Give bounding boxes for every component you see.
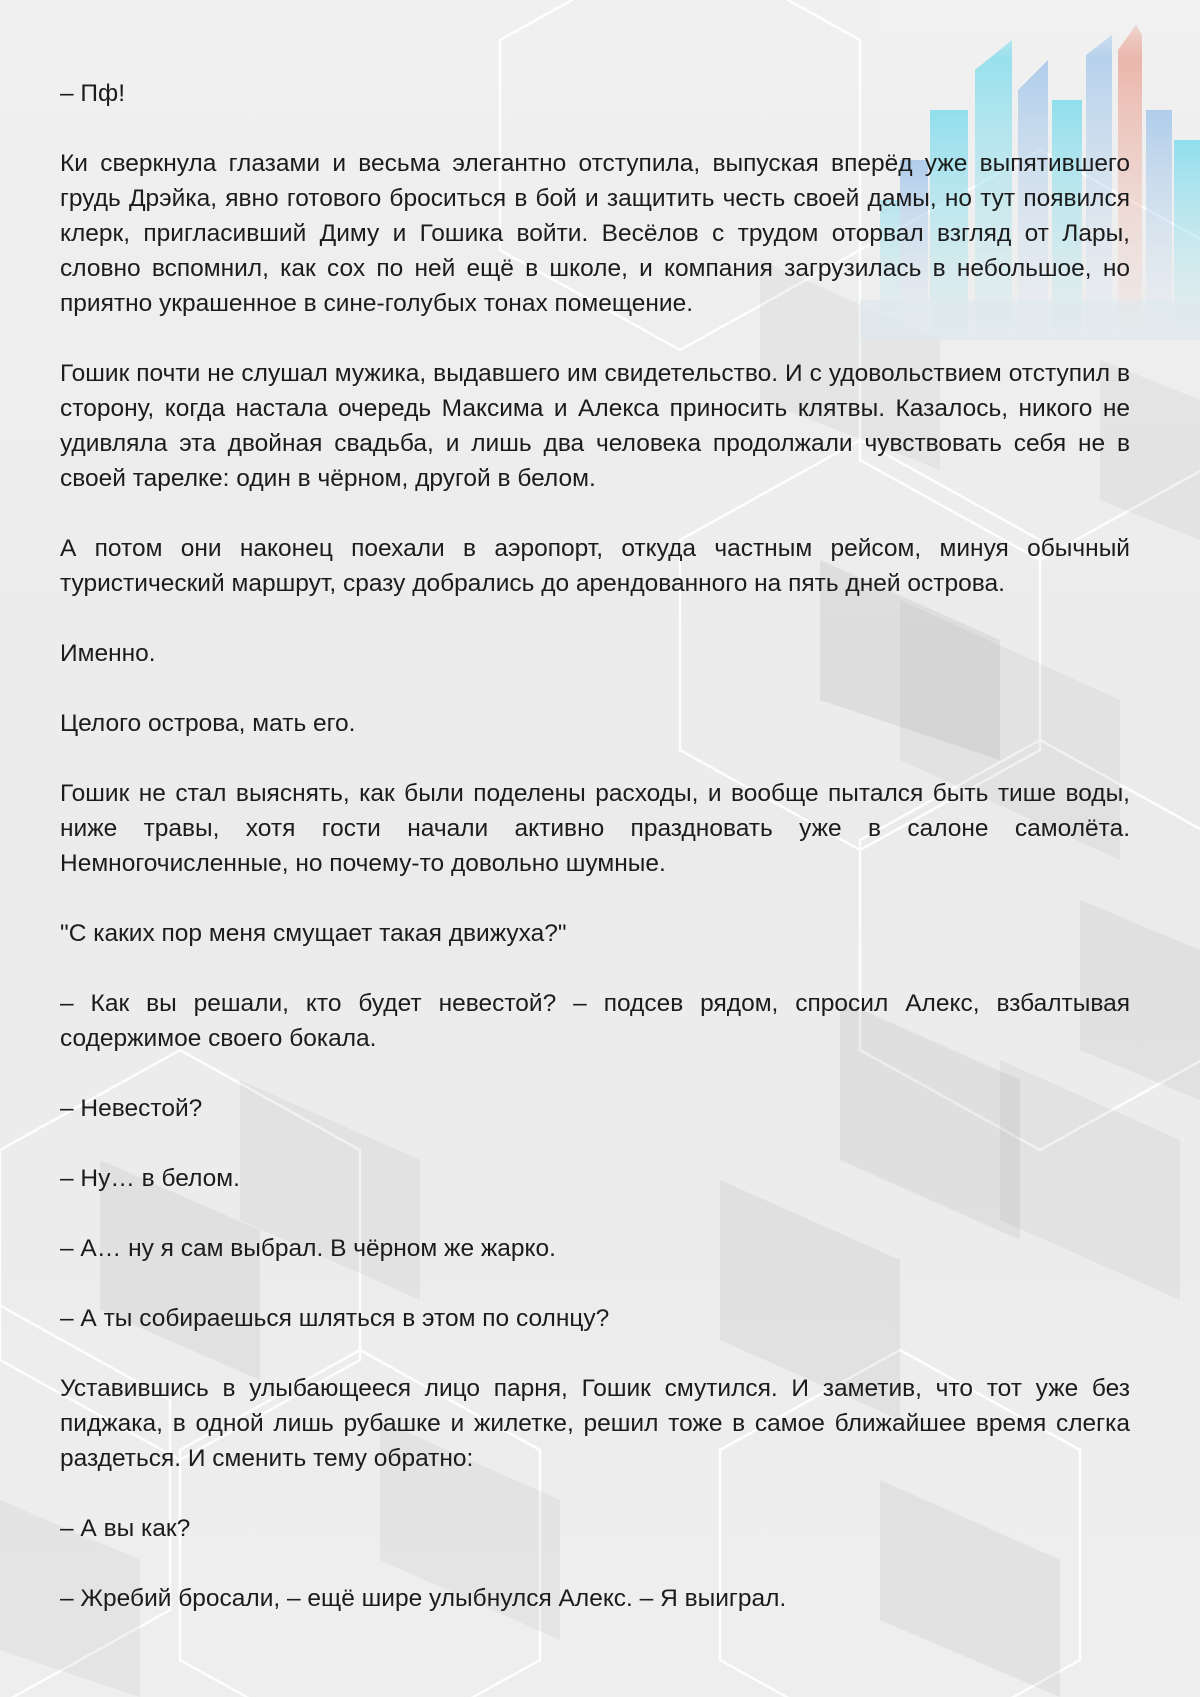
paragraph: Гошик почти не слушал мужика, выдавшего им свидетельство. И с удовольствием отступил в сторону, когда настала очередь Максима и Алекса приносить клятвы. Казалось, никого не удивляла эта двойная свадьба, и лишь два человека продолжали чувствовать себя не в своей тарелке: один в чёрном, другой в белом.: [60, 360, 1130, 492]
paragraph: – Жребий бросали, – ещё шире улыбнулся Алекс. – Я выиграл.: [60, 1585, 787, 1612]
paragraph: А потом они наконец поехали в аэропорт, откуда частным рейсом, минуя обычный туристический маршрут, сразу добрались до арендованного на пять дней острова.: [60, 535, 1130, 597]
paragraph: Ки сверкнула глазами и весьма элегантно отступила, выпуская вперёд уже выпятившего грудь Дрэйка, явно готового броситься в бой и защитить честь своей дамы, но тут появился клерк, пригласивший Диму и Гошика войти. Весёлов с трудом оторвал взгляд от Лары, словно вспомнил, как сох по ней ещё в школе, и компания загрузилась в небольшое, но приятно украшенное в сине-голубых тонах помещение.: [60, 150, 1130, 317]
paragraph: Целого острова, мать его.: [60, 710, 356, 737]
paragraph: – Пф!: [60, 80, 126, 107]
paragraph: – Невестой?: [60, 1095, 203, 1122]
paragraph: Именно.: [60, 640, 156, 667]
story-text: [60, 76, 1130, 1651]
paragraph: – Как вы решали, кто будет невестой? – подсев рядом, спросил Алекс, взбалтывая содержимое своего бокала.: [60, 990, 1130, 1052]
paragraph: – А… ну я сам выбрал. В чёрном же жарко.: [60, 1235, 556, 1262]
paragraph: – Ну… в белом.: [60, 1165, 240, 1192]
paragraph: Гошик не стал выяснять, как были поделены расходы, и вообще пытался быть тише воды, ниже травы, хотя гости начали активно праздновать уже в салоне самолёта. Немногочисленные, но почему-то довольно шумные.: [60, 780, 1130, 877]
paragraph: – А ты собираешься шляться в этом по солнцу?: [60, 1305, 610, 1332]
paragraph: "С каких пор меня смущает такая движуха?": [60, 920, 567, 947]
paragraph: – А вы как?: [60, 1515, 191, 1542]
paragraph: Уставившись в улыбающееся лицо парня, Гошик смутился. И заметив, что тот уже без пиджака, в одной лишь рубашке и жилетке, решил тоже в самое ближайшее время слегка раздеться. И сменить тему обратно:: [60, 1375, 1130, 1472]
